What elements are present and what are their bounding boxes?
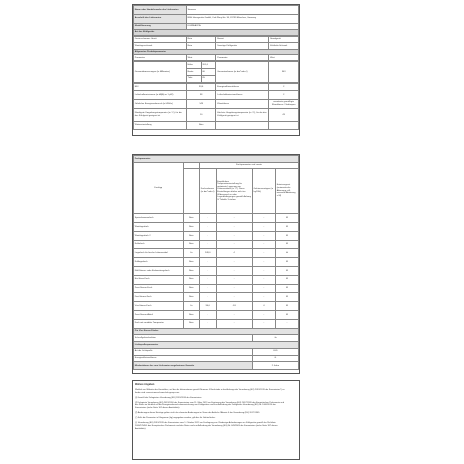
compartment-temp: - xyxy=(216,293,252,302)
light-class-value: G xyxy=(252,355,298,362)
additional-info-line: (⁵) Verordnung (EU) 2019/2019 der Kommission vom 1. Oktober 2019 zur Festlegung von Ökodesign-Anforderungen an Kühlgeräte gemäß der Richtlinie 2009/125/EG des Europäischen Parlaments und des Rates und zur Aufhebung der Verordnung (EG) Nr. 643/2009 der Kommission (siehe Seite 187 dieses Amtsblatts). xyxy=(135,422,278,430)
compartment-name: Speisekammerfach xyxy=(134,214,184,223)
compartment-def: M xyxy=(275,275,298,284)
compartment-cap: - xyxy=(252,319,275,328)
compartment-def: M xyxy=(275,310,298,319)
annual-energy-value: 149 xyxy=(186,100,216,109)
value-head-2: Wert xyxy=(269,55,299,61)
compartment-vol: - xyxy=(200,319,217,328)
compartment-temp: 4 xyxy=(216,249,252,258)
compartment-name: Zwei-Sterne-Fach xyxy=(134,284,184,293)
light-class-label: Energieeffizienzklasse xyxy=(134,355,253,362)
depth-value: 65 xyxy=(201,75,216,82)
compartment-temp: - xyxy=(216,240,252,249)
energy-class-value: C xyxy=(269,83,299,91)
warranty-label: Mindestdauer der vom Lieferanten angebotenen Garantie xyxy=(134,362,253,370)
appliance-type-heading: Art des Kühlgeräts xyxy=(134,30,299,36)
wine-label: Weinlagerschrank xyxy=(134,42,187,49)
compartment-row xyxy=(134,231,299,240)
compartment-cap: - xyxy=(252,310,275,319)
compartment-present: Ja xyxy=(183,249,200,258)
compartment-def: M xyxy=(275,302,298,311)
additional-info-line: (⁴) Falls die Parameter in Kilogramm (kg) angegeben werden, gilt dies für Gefrierfächer. xyxy=(135,417,216,420)
other-value: Kühlteile-Schrank xyxy=(269,42,299,49)
total-volume-label: Gesamtvolumen (in dm³ oder l) xyxy=(216,62,269,82)
compartment-row xyxy=(134,240,299,249)
climate-class-value: erweiterte gemäßigte Klimaklasse / Subtropen xyxy=(269,100,299,109)
noise-label: Luftschallemissionen (in dB(A) re 1 pW) xyxy=(134,91,187,100)
compartment-name: Weinlagerfach 2 xyxy=(134,231,184,240)
value-head: Wert xyxy=(186,55,216,61)
compartment-row xyxy=(134,293,299,302)
compartment-vol: - xyxy=(200,240,217,249)
compartment-title: Fachparameter xyxy=(134,156,299,163)
light-type-value: LED xyxy=(252,348,298,355)
supplier-name-label: Name oder Handelsmarke des Lieferanten xyxy=(134,6,187,15)
type-table xyxy=(133,36,299,61)
compartment-vol: - xyxy=(200,284,217,293)
compartment-temp: - xyxy=(216,319,252,328)
design-value: Standgerät xyxy=(269,37,299,43)
capacity-col-head: Gefriervermögen (in kg/24h) xyxy=(252,168,275,214)
additional-info-sheet xyxy=(132,380,300,460)
compartment-cap: - xyxy=(252,249,275,258)
additional-info-line: (³) Änderungen dieser Einträge gelten nicht als relevante Änderungen im Sinne des Artikels 4 Absatz 4 der Verordnung (EU) 2017/1369. xyxy=(135,412,260,415)
compartment-temp: - xyxy=(216,258,252,267)
compartment-cap: - xyxy=(252,214,275,223)
design-label: Bauart xyxy=(216,37,269,43)
compartment-name: Vier-Sterne-Fach xyxy=(134,302,184,311)
additional-info-line: (²) Delegierte Verordnung (EU) 2019/2016 der Kommission vom 11. März 2019 zur Ergänzung der Verordnung (EU) 2017/1369 des Europäischen Parlaments und des Rates im Hinblick auf die Energieverbrauchskennzeichnung von Kühlgeräten und zur Aufhebung der Delegierten Verordnung (EU) Nr. 1060/2010 der Kommission (siehe Seite 102 dieses Amtsblatts). xyxy=(135,401,284,410)
compartment-row xyxy=(134,319,299,328)
compartment-cap: - xyxy=(252,284,275,293)
compartment-row xyxy=(134,284,299,293)
dimensions-label: Gesamtabmessungen (in Millimeter) xyxy=(134,62,187,82)
compartment-present: Nein xyxy=(183,319,200,328)
compartment-row xyxy=(134,223,299,232)
compartment-temp: - xyxy=(216,275,252,284)
param-head: Parameter xyxy=(134,55,187,61)
model-id-value: KG39EAXCA xyxy=(186,23,298,30)
compartment-cap: - xyxy=(252,258,275,267)
compartment-vol: - xyxy=(200,258,217,267)
compartment-vol: - xyxy=(200,293,217,302)
compartment-row xyxy=(134,267,299,276)
compartment-temp: - xyxy=(216,214,252,223)
dims-table xyxy=(133,61,299,82)
compartment-temp: - xyxy=(216,267,252,276)
compartment-vol: - xyxy=(200,310,217,319)
compartment-def: M xyxy=(275,293,298,302)
compartment-cap: 4 xyxy=(252,302,275,311)
winter-value: Nein xyxy=(186,121,216,129)
compartment-name: Lagerfach für frische Lebensmittel xyxy=(134,249,184,258)
depth-label: Tiefe xyxy=(186,75,201,82)
compartment-def: M xyxy=(275,284,298,293)
supplier-name-value: Siemens xyxy=(186,6,298,15)
additional-info-line: Weblink zur Website des Herstellers, auf der die Informationen gemäß Nummer 4 Buchstabe a des Anhangs der Verordnung (EU) 2019/2019 der Kommission*) zu finden sind: www.siemens-home.bsh-group.com xyxy=(135,389,285,394)
height-label: Höhe xyxy=(186,62,201,69)
compartment-cap: - xyxy=(252,293,275,302)
additional-info-line: (¹) Gemäß der Delegierten Verordnung (EU) 2019/2016 der Kommission xyxy=(135,396,202,399)
compartment-present: Nein xyxy=(183,284,200,293)
compartment-cap: - xyxy=(252,267,275,276)
compartment-cap: - xyxy=(252,231,275,240)
compartment-vol: - xyxy=(200,231,217,240)
defrost-col-head: Enteisungsart (automatische Abtauung = A, manuelle Abtauung = M) xyxy=(275,168,298,214)
compartment-def: A xyxy=(275,249,298,258)
compartment-row xyxy=(134,302,299,311)
compartment-vol: 249,0 xyxy=(200,249,217,258)
compartment-name: Ein-Stern-Fach xyxy=(134,275,184,284)
low-noise-value: Nein xyxy=(186,37,216,43)
volume-col-head: Fachvolumen (in dm³ oder l) xyxy=(200,168,217,214)
compartment-def: - xyxy=(275,319,298,328)
compartment-temp: -18 xyxy=(216,302,252,311)
compartment-row xyxy=(134,249,299,258)
min-temp-label: Niedrigste Umgebungstemperatur (in °C), für die das Kühlgerät geeignet ist xyxy=(134,108,187,121)
compartment-def: M xyxy=(275,258,298,267)
compartment-present: Nein xyxy=(183,293,200,302)
warranty-value: 2 Jahre xyxy=(252,362,298,370)
compartment-group-head: Fachparameter und -werte xyxy=(200,162,299,168)
general-params-heading: Allgemeine Produktparameter xyxy=(134,49,299,55)
compartment-name: Kaltlagerfach xyxy=(134,258,184,267)
width-value: 60 xyxy=(201,69,216,76)
compartment-name: Fach mit variabler Temperatur xyxy=(134,319,184,328)
compartment-present: Nein xyxy=(183,214,200,223)
compartment-rows xyxy=(134,214,299,328)
compartment-row xyxy=(134,275,299,284)
four-star-heading: Für Vier-Sterne-Fächer xyxy=(134,328,299,335)
compartment-sheet xyxy=(132,154,300,374)
param-head-2: Parameter xyxy=(216,55,269,61)
noise-value: 38 xyxy=(186,91,216,100)
max-temp-value: 43 xyxy=(269,108,299,121)
compartment-present: Ja xyxy=(183,302,200,311)
compartment-present: Nein xyxy=(183,240,200,249)
eei-label: EEI xyxy=(134,83,187,91)
supplier-address-label: Anschrift des Lieferanten xyxy=(134,14,187,23)
low-noise-label: Geräuscharmes Gerät xyxy=(134,37,187,43)
compartment-vol: - xyxy=(200,275,217,284)
product-info-sheet xyxy=(132,4,300,136)
compartment-cap: - xyxy=(252,275,275,284)
compartment-row xyxy=(134,214,299,223)
noise-class-value: C xyxy=(269,91,299,100)
annual-energy-label: Jährlicher Energieverbrauch (in kWh/a) xyxy=(134,100,187,109)
other-label: Sonstige Kühlgeräte xyxy=(216,42,269,49)
light-params-heading: Lichtquellenparameter xyxy=(134,342,299,349)
width-label: Breite xyxy=(186,69,201,76)
climate-class-label: Klimaklasse xyxy=(216,100,269,109)
wine-value: Nein xyxy=(186,42,216,49)
compartment-table xyxy=(133,155,299,370)
compartment-temp: - xyxy=(216,310,252,319)
compartment-row xyxy=(134,310,299,319)
energy-table xyxy=(133,83,299,130)
compartment-vol: 94,0 xyxy=(200,302,217,311)
compartment-present: Nein xyxy=(183,275,200,284)
winter-label: Wintereinstellung xyxy=(134,121,187,129)
compartment-cap: - xyxy=(252,240,275,249)
compartment-temp: - xyxy=(216,223,252,232)
compartment-present: Nein xyxy=(183,231,200,240)
noise-class-label: Luftschallemissionsklasse xyxy=(216,91,269,100)
energy-class-label: Energieeffizienzklasse xyxy=(216,83,269,91)
compartment-row xyxy=(134,258,299,267)
max-temp-label: Höchste Umgebungstemperatur (in °C), für die das Kühlgerät geeignet ist xyxy=(216,108,269,121)
compartment-name: Weinlagerfach xyxy=(134,223,184,232)
compartment-vol: - xyxy=(200,214,217,223)
compartment-temp: - xyxy=(216,231,252,240)
temp-col-head: Empfohlene Temperatureinstellung für optimierte Lagerung von Lebensmitteln (in °C). Diese Einstellungen dürfen nicht im Widerspruch zu den Lagerbedingungen gemäß Anhang IV Tabelle 3 stehen xyxy=(216,168,252,214)
fast-freeze-label: Schnellgefrierfunktion xyxy=(134,335,253,342)
compartment-def: M xyxy=(275,240,298,249)
total-volume-value: 343 xyxy=(269,62,299,82)
fast-freeze-value: Ja xyxy=(252,335,298,342)
compartment-name: Kellerfach xyxy=(134,240,184,249)
compartment-name: Drei-Sterne-Fach xyxy=(134,293,184,302)
compartment-present: Nein xyxy=(183,258,200,267)
height-value: 201,0 xyxy=(201,62,216,69)
min-temp-value: 10 xyxy=(186,108,216,121)
compartment-type-label: Fachtyp xyxy=(134,162,184,214)
compartment-present: Nein xyxy=(183,310,200,319)
supplier-table xyxy=(133,5,299,36)
compartment-cap: - xyxy=(252,223,275,232)
compartment-name: Zwei-Sterne-Abteil xyxy=(134,310,184,319)
compartment-vol: - xyxy=(200,223,217,232)
compartment-name: Null-Sterne- oder Eisbereitungsfach xyxy=(134,267,184,276)
compartment-present: Nein xyxy=(183,267,200,276)
compartment-def: M xyxy=(275,223,298,232)
compartment-temp: - xyxy=(216,284,252,293)
eei-value: 93,6 xyxy=(186,83,216,91)
model-id-label: Modellkennung xyxy=(134,23,187,30)
light-type-label: Art der Lichtquelle xyxy=(134,348,253,355)
compartment-present: Nein xyxy=(183,223,200,232)
additional-info-title: Weitere Angaben xyxy=(135,383,155,386)
compartment-def: M xyxy=(275,231,298,240)
compartment-def: M xyxy=(275,214,298,223)
compartment-def: M xyxy=(275,267,298,276)
compartment-vol: - xyxy=(200,267,217,276)
supplier-address-value: BSH Hausgeräte GmbH, Carl-Wery-Str. 34, 81739 München, Germany xyxy=(186,14,298,23)
